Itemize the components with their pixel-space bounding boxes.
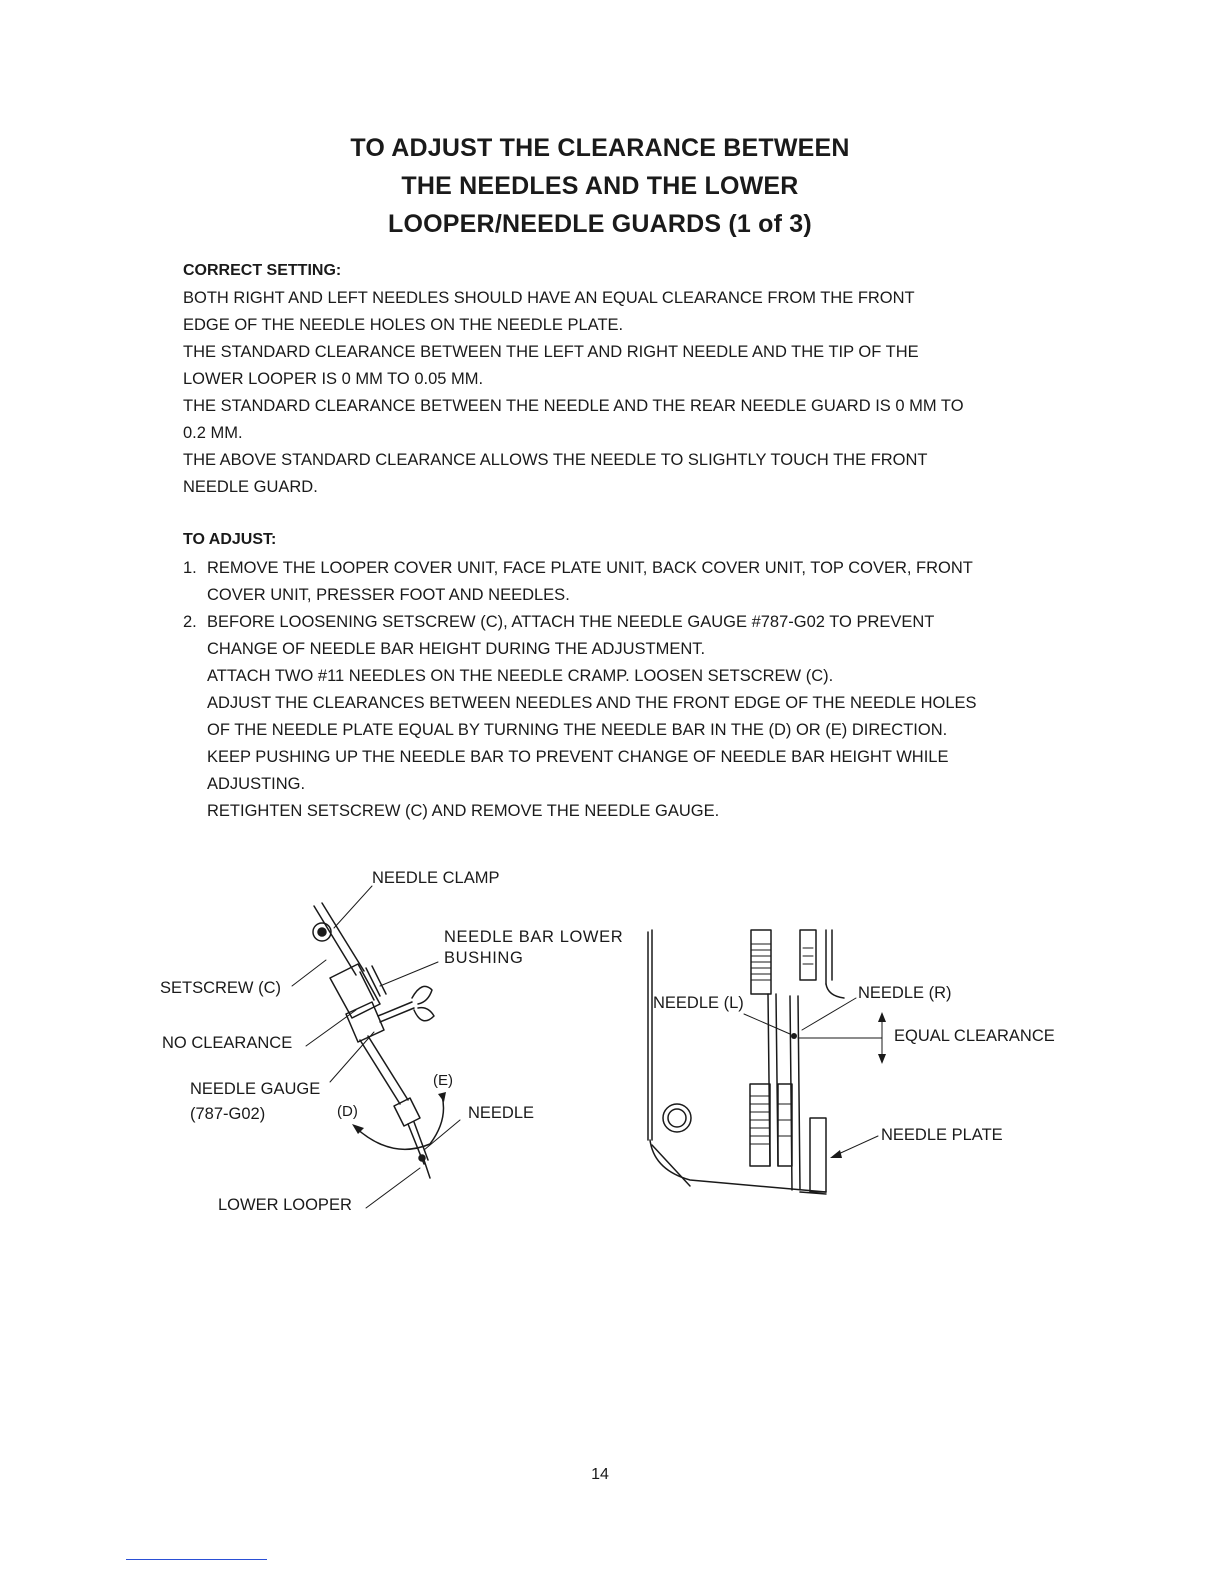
text-line: REMOVE THE LOOPER COVER UNIT, FACE PLATE UNIT, BACK COVER UNIT, TOP COVER, FRONT: [207, 559, 973, 577]
text-line: ADJUST THE CLEARANCES BETWEEN NEEDLES AND THE FRONT EDGE OF THE NEEDLE HOLES: [207, 694, 977, 712]
page-title-line-2: THE NEEDLES AND THE LOWER: [401, 172, 799, 200]
step-number: 2.: [183, 613, 197, 631]
label-needle-plate: NEEDLE PLATE: [881, 1126, 1003, 1144]
text-line: LOWER LOOPER IS 0 MM TO 0.05 MM.: [183, 370, 484, 388]
page-title-line-1: TO ADJUST THE CLEARANCE BETWEEN: [350, 134, 850, 162]
right-leader-lines: [744, 998, 882, 1156]
label-needle-gauge-1: NEEDLE GAUGE: [190, 1080, 321, 1098]
label-needle-gauge-2: (787-G02): [190, 1105, 266, 1123]
page-title-line-3: LOOPER/NEEDLE GUARDS (1 of 3): [388, 210, 812, 238]
label-needle-bar-lower-bushing-2: BUSHING: [444, 949, 524, 967]
label-needle: NEEDLE: [468, 1104, 535, 1122]
needle-plate-illustration: [648, 930, 844, 1194]
text-line: EDGE OF THE NEEDLE HOLES ON THE NEEDLE PLATE.: [183, 316, 624, 334]
text-line: KEEP PUSHING UP THE NEEDLE BAR TO PREVENT CHANGE OF NEEDLE BAR HEIGHT WHILE: [207, 748, 949, 766]
text-line: THE STANDARD CLEARANCE BETWEEN THE LEFT AND RIGHT NEEDLE AND THE TIP OF THE: [183, 343, 919, 361]
bottom-rule: [126, 1559, 267, 1560]
text-line: BEFORE LOOSENING SETSCREW (C), ATTACH THE NEEDLE GAUGE #787-G02 TO PREVENT: [207, 613, 935, 631]
text-line: BOTH RIGHT AND LEFT NEEDLES SHOULD HAVE AN EQUAL CLEARANCE FROM THE FRONT: [183, 289, 915, 307]
label-lower-looper: LOWER LOOPER: [218, 1196, 352, 1214]
text-line: COVER UNIT, PRESSER FOOT AND NEEDLES.: [207, 586, 570, 604]
label-no-clearance: NO CLEARANCE: [162, 1034, 293, 1052]
text-line: ADJUSTING.: [207, 775, 306, 793]
text-line: OF THE NEEDLE PLATE EQUAL BY TURNING THE NEEDLE BAR IN THE (D) OR (E) DIRECTION.: [207, 721, 948, 739]
page-number: 14: [591, 1466, 609, 1483]
text-line: THE STANDARD CLEARANCE BETWEEN THE NEEDLE AND THE REAR NEEDLE GUARD IS 0 MM TO: [183, 397, 964, 415]
label-direction-d: (D): [337, 1103, 358, 1120]
text-line: 0.2 MM.: [183, 424, 243, 442]
text-line: ATTACH TWO #11 NEEDLES ON THE NEEDLE CRAMP. LOOSEN SETSCREW (C).: [207, 667, 834, 685]
label-equal-clearance: EQUAL CLEARANCE: [894, 1027, 1055, 1045]
text-line: CHANGE OF NEEDLE BAR HEIGHT DURING THE ADJUSTMENT.: [207, 640, 706, 658]
label-setscrew: SETSCREW (C): [160, 979, 281, 997]
label-direction-e: (E): [433, 1072, 453, 1089]
label-needle-l: NEEDLE (L): [653, 994, 744, 1012]
needle-bar-assembly-illustration: [313, 903, 446, 1178]
text-line: NEEDLE GUARD.: [183, 478, 318, 496]
step-number: 1.: [183, 559, 197, 577]
text-line: RETIGHTEN SETSCREW (C) AND REMOVE THE NEEDLE GAUGE.: [207, 802, 720, 820]
label-needle-r: NEEDLE (R): [858, 984, 952, 1002]
text-line: THE ABOVE STANDARD CLEARANCE ALLOWS THE NEEDLE TO SLIGHTLY TOUCH THE FRONT: [183, 451, 928, 469]
label-needle-clamp: NEEDLE CLAMP: [372, 869, 500, 887]
to-adjust-heading: TO ADJUST:: [183, 531, 277, 548]
left-leader-lines: [292, 886, 460, 1208]
correct-setting-heading: CORRECT SETTING:: [183, 262, 342, 279]
label-needle-bar-lower-bushing-1: NEEDLE BAR LOWER: [444, 928, 624, 946]
